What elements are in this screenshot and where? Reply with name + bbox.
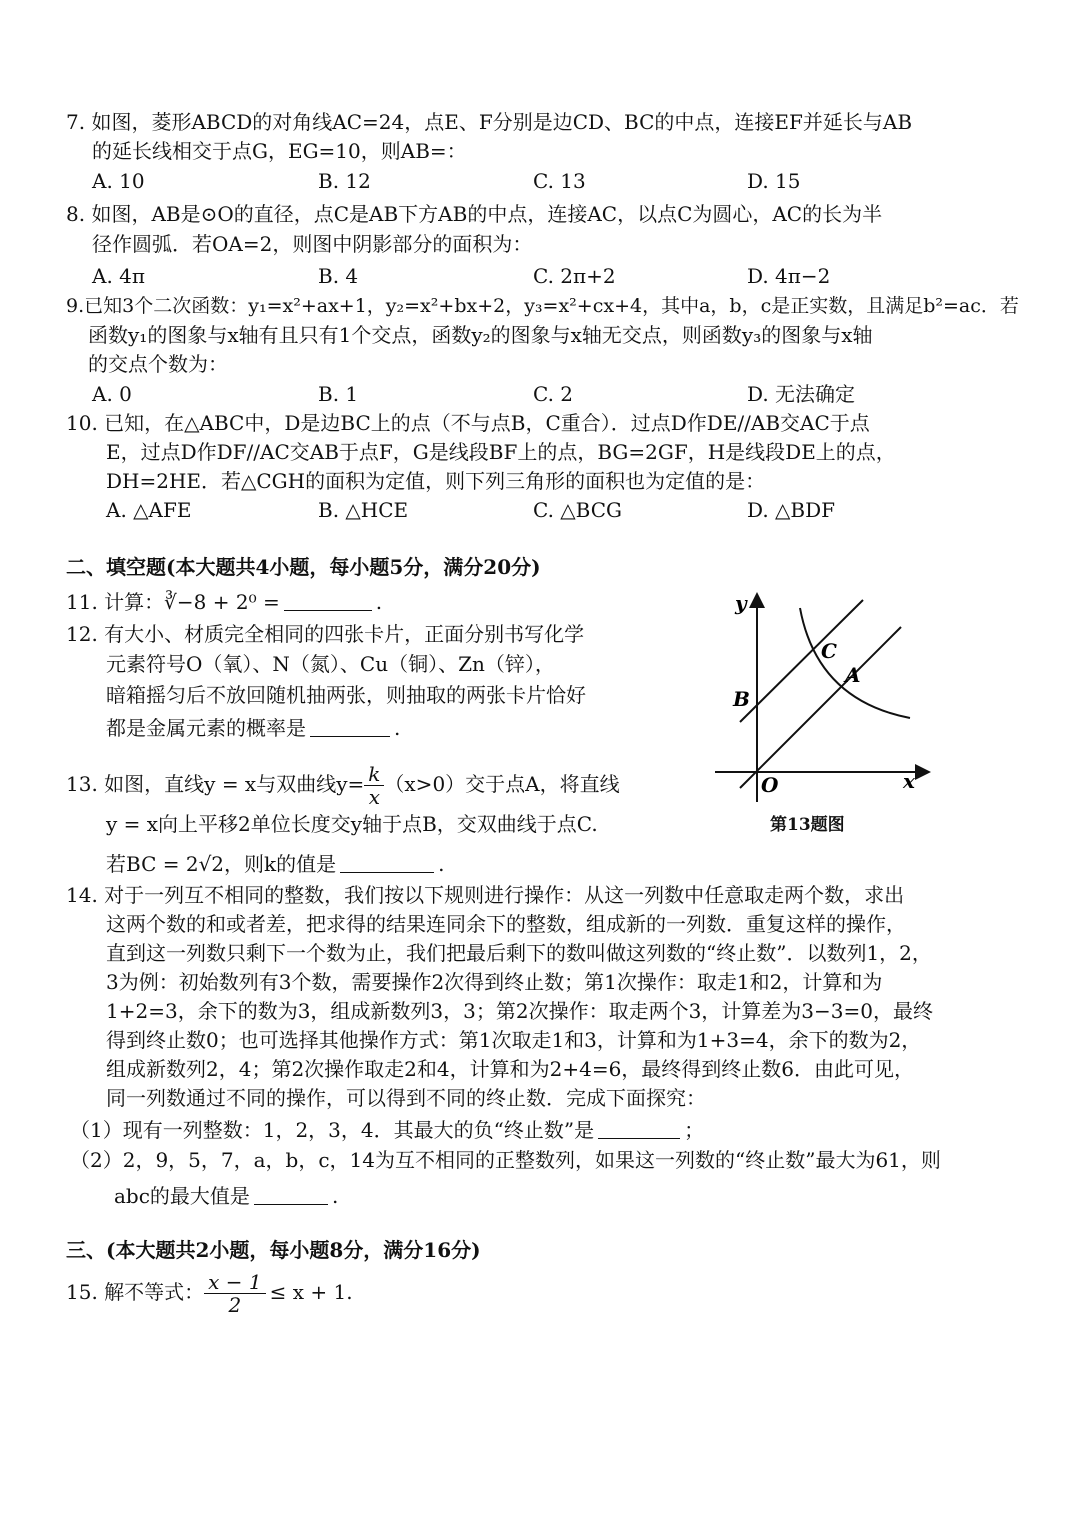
q9-line2: 函数y₁的图象与x轴有且只有1个交点，函数y₂的图象与x轴无交点，则函数y₃的图象与x轴 [88, 323, 873, 347]
q13-line1b: （x>0）交于点A，将直线 [384, 772, 620, 796]
q15-frac-den: 2 [228, 1293, 242, 1317]
q9-option-c: C. 2 [533, 382, 574, 406]
q12-line3: 暗箱摇匀后不放回随机抽两张，则抽取的两张卡片恰好 [106, 683, 586, 707]
q12-line4: 都是金属元素的概率是 [106, 716, 306, 740]
q12-line1: 12. 有大小、材质完全相同的四张卡片，正面分别书写化学 [66, 622, 585, 646]
origin-label: O [761, 773, 779, 797]
q10-option-b: B. △HCE [318, 498, 409, 522]
q9-option-d: D. 无法确定 [747, 382, 856, 406]
q14-part1-end: ； [684, 1118, 705, 1142]
q14-part2-line1: （2）2，9，5，7，a，b，c，14为互不相同的正整数列，如果这一列数的“终止数”最大为61，则 [70, 1148, 941, 1172]
q9-option-b: B. 1 [318, 382, 359, 406]
q14-line2: 这两个数的和或者差，把求得的结果连同余下的整数，组成新的一列数．重复这样的操作， [106, 912, 906, 936]
q12-answer-blank[interactable] [310, 718, 390, 737]
q14-part2-end: . [331, 1184, 339, 1208]
q12-end: . [394, 716, 401, 740]
q10-option-c: C. △BCG [533, 498, 623, 522]
q9-line3: 的交点个数为： [88, 352, 228, 376]
q8-option-c: C. 2π+2 [533, 264, 616, 288]
q12-line4-wrap [106, 716, 400, 740]
q14-line4: 3为例：初始数列有3个数，需要操作2次得到终止数；第1次操作：取走1和2，计算和为 [106, 970, 883, 994]
y-axis-label: y [735, 591, 747, 615]
q7-option-a: A. 10 [92, 169, 145, 193]
q14-part1-wrap [70, 1118, 704, 1142]
q13-line3: 若BC = 2√2，则k的值是 [106, 852, 337, 876]
q8-line1: 8. 如图，AB是⊙O的直径，点C是AB下方AB的中点，连接AC，以点C为圆心，AC的长为半 [66, 202, 883, 226]
q9-option-a: A. 0 [92, 382, 132, 406]
q14-line8: 同一列数通过不同的操作，可以得到不同的终止数．完成下面探究： [106, 1086, 706, 1110]
q11-line [66, 590, 382, 614]
q13-line1 [66, 760, 620, 808]
q8-option-d: D. 4π−2 [747, 264, 831, 288]
q14-part2-blank[interactable] [254, 1186, 328, 1205]
q8-option-a: A. 4π [92, 264, 146, 288]
q14-part2-line2: abc的最大值是 [114, 1184, 250, 1208]
q11-end: . [375, 590, 383, 614]
q8-option-b: B. 4 [318, 264, 359, 288]
q13-frac-den: x [368, 785, 380, 809]
q7-option-b: B. 12 [318, 169, 371, 193]
q9-line1: 9.已知3个二次函数：y₁=x²+ax+1，y₂=x²+bx+2，y₃=x²+cx+4，其中a，b，c是正实数，且满足b²=ac．若 [66, 295, 1019, 317]
q13-fraction [364, 763, 384, 808]
q14-line7: 组成新数列2，4；第2次操作取走2和4，计算和为2+4=6，最终得到终止数6．由此可见， [106, 1057, 915, 1081]
section2-heading: 二、填空题(本大题共4小题，每小题5分，满分20分) [66, 555, 541, 579]
q10-option-a: A. △AFE [106, 498, 192, 522]
q14-part2-line2-wrap [114, 1184, 338, 1208]
point-c-label: C [821, 639, 837, 663]
q13-figure-caption: 第13题图 [770, 815, 845, 835]
q7-option-c: C. 13 [533, 169, 586, 193]
q13-frac-num: k [364, 763, 384, 786]
section3-heading: 三、(本大题共2小题，每小题8分，满分16分) [66, 1238, 481, 1262]
q13-line3-wrap [106, 852, 445, 876]
q10-line1: 10. 已知，在△ABC中，D是边BC上的点（不与点B，C重合）．过点D作DE//AB交AC于点 [66, 411, 870, 435]
point-a-label: A [845, 663, 861, 687]
q14-line1: 14. 对于一列互不相同的整数，我们按以下规则进行操作：从这一列数中任意取走两个数，求出 [66, 883, 905, 907]
q15-line [66, 1268, 353, 1316]
q7-line2: 的延长线相交于点G，EG=10，则AB=： [92, 139, 467, 163]
q10-line2: E，过点D作DF//AC交AB于点F，G是线段BF上的点，BG=2GF，H是线段DE上的点， [106, 440, 896, 464]
q11-answer-blank[interactable] [284, 592, 372, 611]
q13-answer-blank[interactable] [340, 854, 434, 873]
q13-end: . [438, 852, 445, 876]
q10-line3: DH=2HE．若△CGH的面积为定值，则下列三角形的面积也为定值的是： [106, 469, 766, 493]
q14-part1-blank[interactable] [598, 1120, 680, 1139]
q13-line1a: 13. 如图，直线y = x与双曲线y= [66, 772, 365, 796]
q13-figure [705, 590, 935, 810]
q14-line3: 直到这一列数只剩下一个数为止，我们把最后剩下的数叫做这列数的“终止数”．以数列1，2， [106, 941, 932, 965]
q11-text: 11. 计算：∛−8 + 2⁰ = [66, 590, 280, 614]
q15-rest: ≤ x + 1. [269, 1280, 353, 1304]
q8-line2: 径作圆弧．若OA=2，则图中阴影部分的面积为： [92, 232, 533, 256]
q7-line1: 7. 如图，菱形ABCD的对角线AC=24，点E、F分别是边CD、BC的中点，连接EF并延长与AB [66, 110, 913, 134]
q14-line5: 1+2=3，余下的数为3，组成新数列3，3；第2次操作：取走两个3，计算差为3−3=0，最终 [106, 999, 934, 1023]
q15-text: 15. 解不等式： [66, 1280, 205, 1304]
q10-option-d: D. △BDF [747, 498, 836, 522]
q15-frac-num: x − 1 [204, 1271, 265, 1294]
q14-part1: （1）现有一列整数：1，2，3，4．其最大的负“终止数”是 [70, 1118, 595, 1142]
q14-line6: 得到终止数0；也可选择其他操作方式：第1次取走1和3，计算和为1+3=4，余下的数为2， [106, 1028, 922, 1052]
q13-line2: y = x向上平移2单位长度交y轴于点B，交双曲线于点C. [106, 812, 598, 836]
q15-fraction [204, 1271, 265, 1316]
point-b-label: B [733, 687, 750, 711]
q7-option-d: D. 15 [747, 169, 801, 193]
q12-line2: 元素符号O（氧）、N（氮）、Cu（铜）、Zn（锌）， [106, 652, 555, 676]
x-axis-label: x [903, 769, 915, 793]
